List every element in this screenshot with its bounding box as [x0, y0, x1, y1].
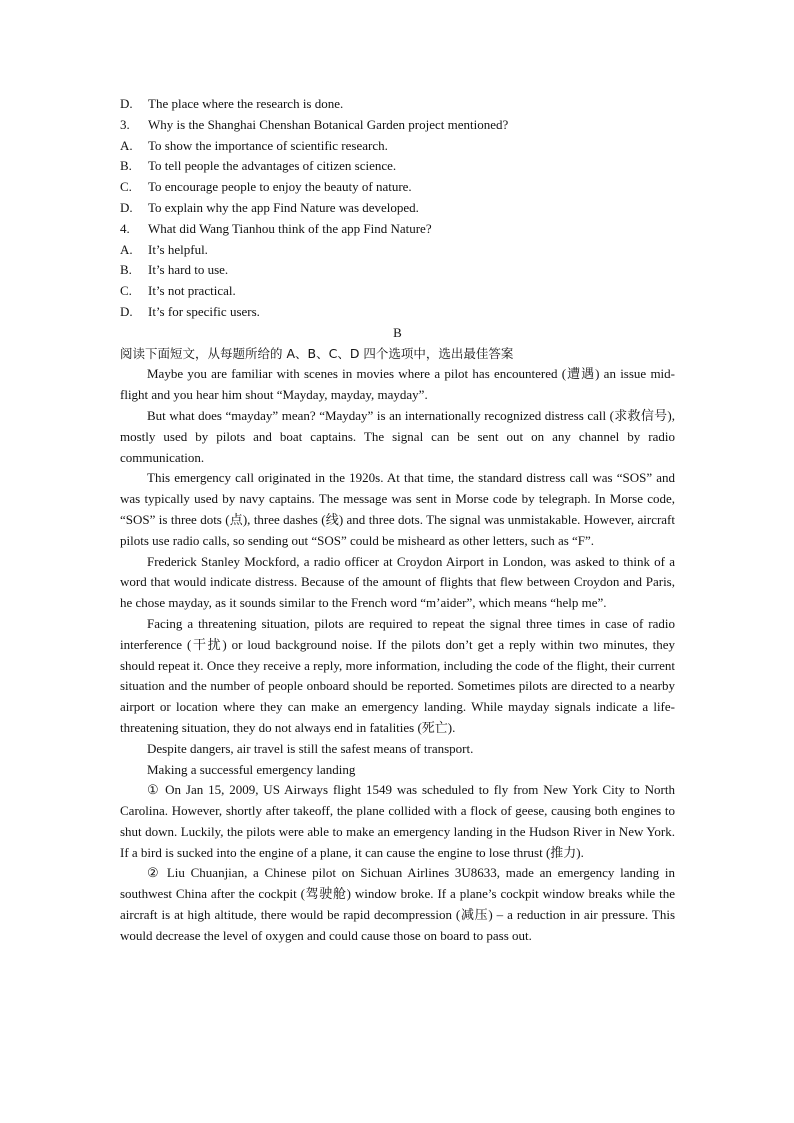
option-key: A.: [120, 241, 133, 257]
option-line: [120, 136, 675, 157]
option-text: To explain why the app Find Nature was developed.: [148, 199, 419, 215]
option-line: [120, 302, 675, 323]
option-key: D.: [120, 199, 133, 215]
option-line: [120, 94, 675, 115]
option-key: C.: [120, 283, 132, 299]
option-line: [120, 240, 675, 261]
instruction-text: 阅读下面短文，从每题所给的 A、B、C、D 四个选项中，选出最佳答案: [120, 345, 514, 361]
option-key: D.: [120, 96, 133, 111]
option-text: To show the importance of scientific research.: [148, 137, 388, 153]
paragraph: Maybe you are familiar with scenes in movies where a pilot has encountered (遭遇) an issue mid-flight and you hear him shout “Mayday, mayday, mayday”.: [120, 366, 675, 403]
option-key: C.: [120, 179, 132, 195]
option-key: A.: [120, 137, 133, 153]
section-label: B: [393, 324, 402, 340]
option-line: [120, 198, 675, 219]
question-number: 3.: [120, 116, 130, 132]
question-line: [120, 219, 675, 240]
option-key: B.: [120, 262, 132, 278]
option-text: The place where the research is done.: [148, 96, 344, 111]
question-line: [120, 115, 675, 136]
paragraph: Facing a threatening situation, pilots are required to repeat the signal three times in case of radio interference (干扰) or loud background noise. If the pilots don’t get a reply within two minutes, they should repeat it. Once they receive a reply, more information, including the code of the flight, their current situation and the number of people onboard should be reported. Sometimes pilots are directed to a nearby airport or location where they can make an emergency landing. While mayday signals indicate a life-threatening situation, they do not always end in fatalities (死亡).: [120, 615, 675, 735]
option-text: To encourage people to enjoy the beauty of nature.: [148, 179, 412, 195]
option-text: It’s not practical.: [148, 283, 236, 299]
option-text: It’s for specific users.: [148, 303, 260, 319]
option-line: [120, 177, 675, 198]
option-key: B.: [120, 158, 132, 174]
question-text: Why is the Shanghai Chenshan Botanical Garden project mentioned?: [148, 116, 509, 132]
document-page: [120, 94, 675, 947]
option-text: To tell people the advantages of citizen science.: [148, 158, 397, 174]
subheading: Making a successful emergency landing: [147, 761, 356, 777]
option-key: D.: [120, 303, 133, 319]
option-line: [120, 156, 675, 177]
paragraph: ① On Jan 15, 2009, US Airways flight 1549 was scheduled to fly from New York City to North Carolina. However, shortly after takeoff, the plane collided with a flock of geese, causing both engines to shut down. Luckily, the pilots were able to make an emergency landing in the Hudson River in New York. If a bird is sucked into the engine of a plane, it can cause the engine to lose thrust (推力).: [120, 782, 675, 860]
question-text: What did Wang Tianhou think of the app Find Nature?: [148, 220, 432, 236]
paragraph: ② Liu Chuanjian, a Chinese pilot on Sichuan Airlines 3U8633, made an emergency landing in southwest China after the cockpit (驾驶舱) window broke. If a plane’s cockpit window breaks while the aircraft is at high altitude, there would be rapid decompression (减压) – a reduction in air pressure. This would decrease the level of oxygen and could cause those on board to pass out.: [120, 865, 675, 943]
option-text: It’s helpful.: [148, 241, 208, 257]
paragraph: This emergency call originated in the 1920s. At that time, the standard distress call was “SOS” and was typically used by navy captains. The message was sent in Morse code by telegraph. In Morse code, “SOS” is three dots (点), three dashes (线) and three dots. The signal was unmistakable. However, aircraft pilots use radio calls, so sending out “SOS” could be misheard as other letters, such as “F”.: [120, 470, 675, 548]
question-number: 4.: [120, 220, 130, 236]
option-text: It’s hard to use.: [148, 262, 229, 278]
paragraph: But what does “mayday” mean? “Mayday” is an internationally recognized distress call (求救信号), mostly used by pilots and boat captains. The signal can be sent out on any channel by radio communication.: [120, 407, 675, 465]
option-line: [120, 260, 675, 281]
paragraph: Frederick Stanley Mockford, a radio officer at Croydon Airport in London, was asked to think of a word that would indicate distress. Because of the amount of flights that flew between Croydon and Paris, he chose mayday, as it sounds similar to the French word “m’aider”, which means “help me”.: [120, 553, 675, 611]
paragraph: Despite dangers, air travel is still the safest means of transport.: [147, 740, 474, 756]
option-line: [120, 281, 675, 302]
